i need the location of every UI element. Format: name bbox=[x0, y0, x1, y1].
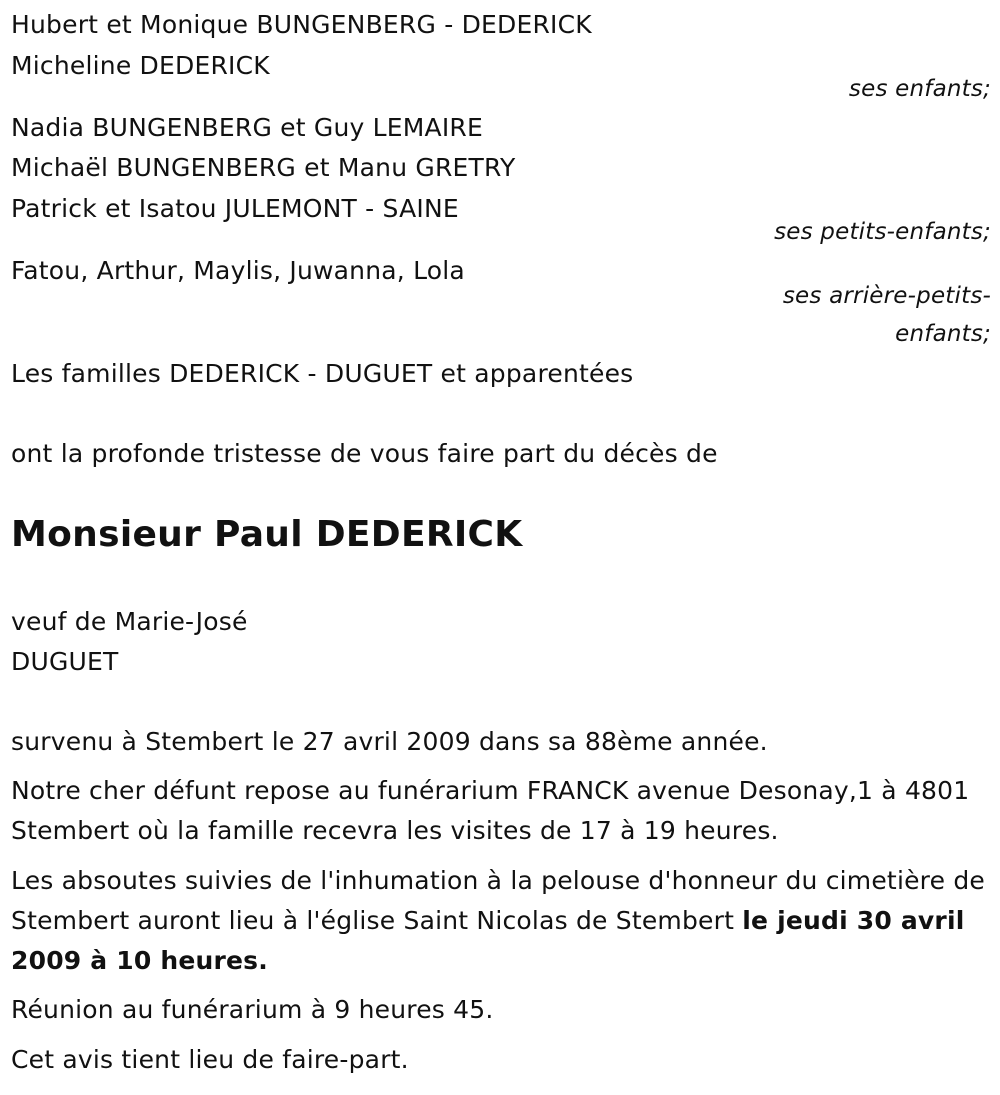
great-grandchildren-line: Fatou, Arthur, Maylis, Juwanna, Lola bbox=[11, 256, 465, 285]
children-role: ses enfants; bbox=[848, 76, 991, 102]
widower-line-1: veuf de Marie-José bbox=[11, 607, 248, 636]
great-grandchildren-role-line-2: enfants; bbox=[895, 321, 991, 347]
notice-paragraph: Cet avis tient lieu de faire-part. bbox=[11, 1045, 409, 1074]
announcement-line: ont la profonde tristesse de vous faire part du décès de bbox=[11, 439, 718, 468]
ceremony-paragraph bbox=[11, 861, 991, 981]
deceased-name: Monsieur Paul DEDERICK bbox=[11, 514, 523, 555]
children-line-1: Hubert et Monique BUNGENBERG - DEDERICK bbox=[11, 10, 592, 39]
reunion-paragraph: Réunion au funérarium à 9 heures 45. bbox=[11, 995, 494, 1024]
ceremony-date: le jeudi 30 avril 2009 à 10 heures. bbox=[11, 906, 965, 975]
families-line: Les familles DEDERICK - DUGUET et apparentées bbox=[11, 359, 634, 388]
great-grandchildren-role-line-1: ses arrière-petits- bbox=[782, 283, 991, 309]
ceremony-text: Les absoutes suivies de l'inhumation à la pelouse d'honneur du cimetière de Stembert auront lieu à l'église Saint Nicolas de Stembert bbox=[11, 866, 985, 935]
grandchildren-line-3: Patrick et Isatou JULEMONT - SAINE bbox=[11, 194, 459, 223]
grandchildren-role: ses petits-enfants; bbox=[774, 219, 991, 245]
grandchildren-line-1: Nadia BUNGENBERG et Guy LEMAIRE bbox=[11, 113, 483, 142]
children-line-2: Micheline DEDERICK bbox=[11, 51, 270, 80]
repose-paragraph: Notre cher défunt repose au funérarium FRANCK avenue Desonay,1 à 4801 Stembert où la famille recevra les visites de 17 à 19 heures. bbox=[11, 776, 970, 845]
widower-line-2: DUGUET bbox=[11, 647, 119, 676]
grandchildren-line-2: Michaël BUNGENBERG et Manu GRETRY bbox=[11, 153, 516, 182]
death-paragraph: survenu à Stembert le 27 avril 2009 dans sa 88ème année. bbox=[11, 727, 768, 756]
